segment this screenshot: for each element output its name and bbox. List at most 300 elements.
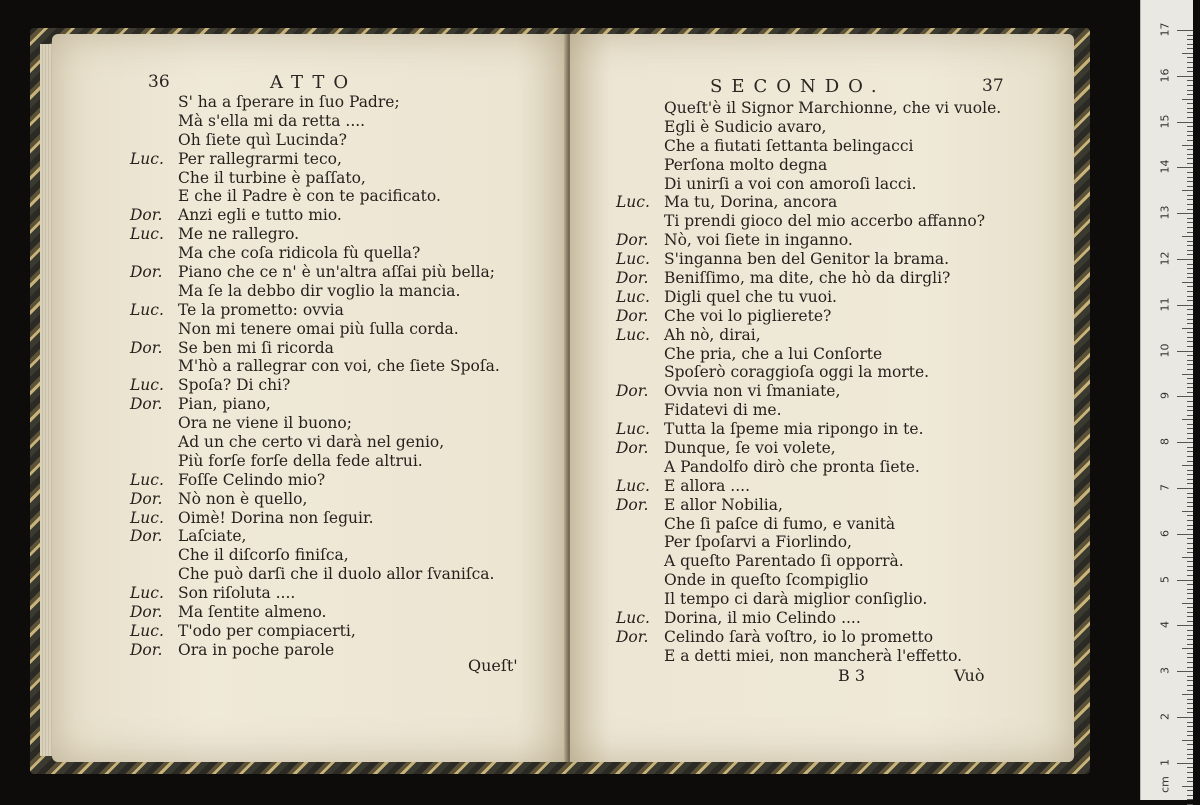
line-text: E che il Padre è con te pacificato.: [178, 187, 441, 206]
ruler-minor-tick: [1187, 428, 1193, 429]
line-text: Se ben mi ſi ricorda: [178, 338, 334, 357]
verse-line: [130, 490, 570, 509]
line-text: Ovvia non vi ſmaniate,: [664, 382, 841, 401]
verse-line: [130, 93, 570, 112]
ruler-minor-tick: [1187, 749, 1193, 750]
ruler-minor-tick: [1187, 607, 1193, 608]
ruler-minor-tick: [1187, 341, 1193, 342]
line-text: Spoſa? Di chi?: [178, 376, 291, 395]
ruler-minor-tick: [1187, 616, 1193, 617]
ruler-minor-tick: [1187, 360, 1193, 361]
ruler-minor-tick: [1187, 319, 1193, 320]
ruler-minor-tick: [1187, 392, 1193, 393]
ruler-minor-tick: [1187, 548, 1193, 549]
ruler-minor-tick: [1187, 131, 1193, 132]
verse-line: [130, 244, 570, 263]
ruler-number: 2: [1158, 713, 1172, 720]
speaker-label: Dor.: [616, 627, 649, 646]
ruler-minor-tick: [1187, 140, 1193, 141]
ruler-minor-tick: [1187, 474, 1193, 475]
ruler-minor-tick: [1187, 62, 1193, 63]
verse-line: [130, 339, 570, 358]
ruler-minor-tick: [1187, 589, 1193, 590]
ruler-minor-tick: [1187, 108, 1193, 109]
speaker-label: Luc.: [130, 470, 164, 489]
ruler-minor-tick: [1187, 451, 1193, 452]
verse-line: [130, 131, 570, 150]
line-text: Che il turbine è paſſato,: [178, 168, 366, 187]
speaker-label: Dor.: [130, 338, 163, 357]
ruler-minor-tick: [1187, 387, 1193, 388]
verse-line: [616, 420, 1066, 439]
ruler-tick: [1177, 442, 1193, 443]
ruler-minor-tick: [1187, 112, 1193, 113]
ruler-tick: [1177, 717, 1193, 718]
ruler-minor-tick: [1187, 699, 1193, 700]
ruler-tick: [1177, 213, 1193, 214]
ruler-minor-tick: [1187, 48, 1193, 49]
ruler-minor-tick: [1182, 99, 1193, 100]
ruler-minor-tick: [1187, 680, 1193, 681]
verse-line: [130, 112, 570, 131]
ruler-number: 6: [1158, 529, 1172, 537]
line-text: Fidatevi di me.: [664, 401, 782, 420]
ruler-minor-tick: [1182, 419, 1193, 420]
ruler-minor-tick: [1187, 378, 1193, 379]
ruler-minor-tick: [1187, 731, 1193, 732]
ruler-minor-tick: [1187, 222, 1193, 223]
speaker-label: Dor.: [130, 640, 163, 659]
verse-line: [130, 357, 570, 376]
ruler-minor-tick: [1187, 323, 1193, 324]
ruler-minor-tick: [1182, 53, 1193, 54]
ruler-tick: [1177, 351, 1193, 352]
text-block: [130, 93, 570, 660]
line-text: E a detti miei, non mancherà l'effetto.: [664, 646, 963, 665]
ruler-minor-tick: [1187, 479, 1193, 480]
line-text: M'hò a rallegrar con voi, che ſiete Spoſa.: [178, 357, 500, 376]
ruler-minor-tick: [1187, 44, 1193, 45]
line-text: Digli quel che tu vuoi.: [664, 287, 837, 306]
ruler-tick: [1177, 76, 1193, 77]
ruler-minor-tick: [1187, 690, 1193, 691]
ruler-minor-tick: [1187, 758, 1193, 759]
ruler-minor-tick: [1182, 694, 1193, 695]
speaker-label: Dor.: [130, 206, 163, 225]
speaker-label: Dor.: [130, 489, 163, 508]
ruler-minor-tick: [1187, 268, 1193, 269]
ruler-minor-tick: [1187, 598, 1193, 599]
ruler-minor-tick: [1187, 314, 1193, 315]
ruler-minor-tick: [1187, 204, 1193, 205]
verse-line: [616, 590, 1066, 609]
ruler-minor-tick: [1187, 538, 1193, 539]
ruler-minor-tick: [1187, 286, 1193, 287]
ruler-minor-tick: [1187, 163, 1193, 164]
ruler-minor-tick: [1187, 195, 1193, 196]
ruler-number: 13: [1158, 205, 1172, 220]
ruler-minor-tick: [1187, 667, 1193, 668]
verse-line: [130, 527, 570, 546]
ruler-minor-tick: [1187, 438, 1193, 439]
ruler-minor-tick: [1187, 250, 1193, 251]
speaker-label: Luc.: [130, 376, 164, 395]
line-text: Dunque, ſe voi volete,: [664, 439, 836, 458]
ruler-tick: [1177, 580, 1193, 581]
ruler-number: 17: [1158, 22, 1172, 37]
ruler-minor-tick: [1187, 767, 1193, 768]
page-number: 37: [982, 76, 1004, 96]
catchword: Queſt': [468, 656, 518, 675]
ruler-minor-tick: [1187, 291, 1193, 292]
line-text: Anzi egli e tutto mio.: [178, 206, 342, 225]
verse-line: [616, 382, 1066, 401]
ruler-minor-tick: [1187, 94, 1193, 95]
ruler-minor-tick: [1187, 744, 1193, 745]
verse-line: [616, 458, 1066, 477]
speaker-label: Dor.: [616, 495, 649, 514]
ruler-minor-tick: [1187, 273, 1193, 274]
ruler-tick: [1177, 625, 1193, 626]
verse-line: [130, 376, 570, 395]
line-text: Ora in poche parole: [178, 640, 335, 659]
verse-line: [616, 288, 1066, 307]
ruler-minor-tick: [1187, 227, 1193, 228]
ruler-tick: [1177, 122, 1193, 123]
line-text: Ah nò, dirai,: [664, 325, 761, 344]
ruler-number: 15: [1158, 114, 1172, 129]
ruler-minor-tick: [1182, 145, 1193, 146]
verse-line: [616, 477, 1066, 496]
line-text: Oimè! Dorina non ſeguir.: [178, 508, 374, 527]
ruler-number: 16: [1158, 68, 1172, 83]
line-text: Ma che coſa ridicola fù quella?: [178, 244, 421, 263]
line-text: Ma ſentite almeno.: [178, 603, 327, 622]
ruler-minor-tick: [1187, 135, 1193, 136]
ruler-minor-tick: [1187, 410, 1193, 411]
line-text: S' ha a ſperare in ſuo Padre;: [178, 93, 400, 111]
ruler-minor-tick: [1187, 754, 1193, 755]
ruler-tick: [1177, 30, 1193, 31]
ruler-minor-tick: [1187, 309, 1193, 310]
speaker-label: Dor.: [130, 527, 163, 546]
line-text: Nò non è quello,: [178, 489, 308, 508]
ruler-minor-tick: [1187, 401, 1193, 402]
text-block: [616, 99, 1066, 666]
ruler-number: 14: [1158, 159, 1172, 174]
measurement-ruler: [1140, 0, 1193, 800]
verse-line: [130, 282, 570, 301]
ruler-minor-tick: [1187, 149, 1193, 150]
ruler-minor-tick: [1187, 570, 1193, 571]
line-text: Che pria, che a lui Conſorte: [664, 344, 883, 363]
ruler-minor-tick: [1182, 236, 1193, 237]
right-page: [570, 34, 1074, 762]
ruler-tick: [1177, 488, 1193, 489]
verse-line: [616, 345, 1066, 364]
line-text: Piano che ce n' è un'altra aſſai più bella;: [178, 263, 496, 282]
line-text: Ma ſe la debbo dir voglio la mancia.: [178, 281, 461, 300]
line-text: E allora ....: [664, 476, 751, 495]
ruler-tick: [1177, 305, 1193, 306]
ruler-minor-tick: [1187, 337, 1193, 338]
verse-line: [616, 609, 1066, 628]
ruler-number: 5: [1158, 575, 1172, 583]
ruler-minor-tick: [1187, 218, 1193, 219]
ruler-minor-tick: [1187, 254, 1193, 255]
ruler-minor-tick: [1187, 676, 1193, 677]
ruler-minor-tick: [1187, 264, 1193, 265]
ruler-minor-tick: [1187, 470, 1193, 471]
ruler-minor-tick: [1187, 181, 1193, 182]
line-text: Il tempo ci darà miglior conſiglio.: [664, 590, 928, 609]
speaker-label: Dor.: [616, 439, 649, 458]
line-text: Che il diſcorſo finiſca,: [178, 546, 349, 565]
speaker-label: Luc.: [616, 420, 650, 439]
line-text: Onde in queſto ſcompiglio: [664, 571, 869, 590]
ruler-minor-tick: [1187, 685, 1193, 686]
ruler-minor-tick: [1187, 85, 1193, 86]
ruler-minor-tick: [1187, 177, 1193, 178]
line-text: A queſto Parentado ſi opporrà.: [664, 552, 904, 571]
ruler-number: 1: [1158, 758, 1172, 766]
ruler-minor-tick: [1182, 374, 1193, 375]
ruler-minor-tick: [1187, 772, 1193, 773]
ruler-minor-tick: [1187, 232, 1193, 233]
ruler-minor-tick: [1187, 506, 1193, 507]
verse-line: [616, 175, 1066, 194]
ruler-minor-tick: [1187, 57, 1193, 58]
ruler-number: 3: [1158, 667, 1172, 675]
speaker-label: Luc.: [616, 325, 650, 344]
ruler-minor-tick: [1187, 199, 1193, 200]
ruler-minor-tick: [1187, 593, 1193, 594]
verse-line: [130, 452, 570, 471]
ruler-minor-tick: [1187, 722, 1193, 723]
verse-line: [130, 395, 570, 414]
ruler-minor-tick: [1187, 90, 1193, 91]
ruler-minor-tick: [1187, 552, 1193, 553]
ruler-number: 11: [1158, 297, 1172, 312]
speaker-label: Dor.: [616, 306, 649, 325]
line-text: Beniſſimo, ma dite, che hò da dirgli?: [664, 269, 951, 288]
verse-line: [130, 433, 570, 452]
ruler-tick: [1177, 396, 1193, 397]
verse-line: [616, 515, 1066, 534]
ruler-minor-tick: [1182, 648, 1193, 649]
speaker-label: Luc.: [130, 621, 164, 640]
ruler-minor-tick: [1187, 172, 1193, 173]
line-text: Me ne rallegro.: [178, 225, 300, 244]
line-text: Che voi lo piglierete?: [664, 306, 832, 325]
verse-line: [616, 326, 1066, 345]
ruler-tick: [1177, 763, 1193, 764]
verse-line: [130, 509, 570, 528]
ruler-minor-tick: [1187, 621, 1193, 622]
speaker-label: Dor.: [616, 382, 649, 401]
verse-line: [616, 269, 1066, 288]
ruler-minor-tick: [1187, 103, 1193, 104]
line-text: Oh ſiete quì Lucinda?: [178, 130, 347, 149]
speaker-label: Luc.: [616, 193, 650, 212]
line-text: Te la prometto: ovvia: [178, 300, 344, 319]
ruler-minor-tick: [1187, 525, 1193, 526]
ruler-minor-tick: [1187, 502, 1193, 503]
ruler-minor-tick: [1187, 653, 1193, 654]
line-text: E allor Nobilia,: [664, 495, 783, 514]
ruler-minor-tick: [1187, 497, 1193, 498]
ruler-minor-tick: [1182, 282, 1193, 283]
line-text: Che a fiutati ſettanta belingacci: [664, 136, 914, 155]
line-text: Pian, piano,: [178, 395, 271, 414]
ruler-minor-tick: [1187, 158, 1193, 159]
verse-line: [130, 584, 570, 603]
ruler-minor-tick: [1187, 346, 1193, 347]
verse-line: [616, 363, 1066, 382]
line-text: Di unirſi a voi con amoroſi lacci.: [664, 174, 917, 193]
ruler-minor-tick: [1187, 424, 1193, 425]
ruler-minor-tick: [1187, 575, 1193, 576]
ruler-minor-tick: [1187, 447, 1193, 448]
ruler-tick: [1177, 259, 1193, 260]
speaker-label: Luc.: [130, 149, 164, 168]
verse-line: [130, 603, 570, 622]
verse-line: [130, 225, 570, 244]
ruler-minor-tick: [1187, 644, 1193, 645]
verse-line: [130, 301, 570, 320]
verse-line: [616, 571, 1066, 590]
ruler-minor-tick: [1187, 777, 1193, 778]
verse-line: [616, 628, 1066, 647]
ruler-minor-tick: [1187, 566, 1193, 567]
ruler-minor-tick: [1187, 662, 1193, 663]
ruler-number: 7: [1158, 484, 1172, 491]
line-text: Ti prendi gioco del mio accerbo affanno?: [664, 212, 986, 231]
left-page: [52, 34, 568, 762]
line-text: Che può darſi che il duolo allor ſvaniſca.: [178, 565, 495, 584]
ruler-minor-tick: [1187, 39, 1193, 40]
verse-line: [616, 193, 1066, 212]
verse-line: [130, 471, 570, 490]
line-text: Son riſoluta ....: [178, 584, 296, 603]
line-text: Foſſe Celindo mio?: [178, 470, 326, 489]
verse-line: [616, 533, 1066, 552]
ruler-minor-tick: [1187, 561, 1193, 562]
ruler-minor-tick: [1187, 71, 1193, 72]
line-text: Perſona molto degna: [664, 155, 828, 174]
verse-line: [616, 496, 1066, 515]
line-text: Mà s'ella mi da retta ....: [178, 111, 366, 130]
ruler-minor-tick: [1187, 277, 1193, 278]
ruler-minor-tick: [1187, 630, 1193, 631]
speaker-label: Dor.: [130, 603, 163, 622]
verse-line: [130, 320, 570, 339]
ruler-minor-tick: [1182, 740, 1193, 741]
speaker-label: Luc.: [130, 300, 164, 319]
ruler-minor-tick: [1187, 543, 1193, 544]
verse-line: [130, 169, 570, 188]
ruler-minor-tick: [1187, 781, 1193, 782]
ruler-minor-tick: [1187, 383, 1193, 384]
ruler-minor-tick: [1187, 483, 1193, 484]
line-text: A Pandolfo dirò che pronta ſiete.: [664, 457, 920, 476]
verse-line: [130, 263, 570, 282]
verse-line: [616, 99, 1066, 118]
ruler-unit: cm: [1158, 776, 1172, 793]
verse-line: [130, 150, 570, 169]
ruler-minor-tick: [1182, 511, 1193, 512]
line-text: Non mi tenere omai più ſulla corda.: [178, 319, 459, 338]
ruler-minor-tick: [1187, 433, 1193, 434]
ruler-minor-tick: [1187, 126, 1193, 127]
line-text: Spoſerò coraggioſa oggi la morte.: [664, 363, 930, 382]
ruler-minor-tick: [1187, 708, 1193, 709]
ruler-minor-tick: [1187, 790, 1193, 791]
running-head: SECONDO.: [710, 76, 886, 97]
ruler-minor-tick: [1187, 355, 1193, 356]
ruler-minor-tick: [1187, 493, 1193, 494]
ruler-minor-tick: [1187, 67, 1193, 68]
verse-line: [130, 414, 570, 433]
ruler-minor-tick: [1187, 245, 1193, 246]
ruler-minor-tick: [1187, 795, 1193, 796]
ruler-number: 12: [1158, 251, 1172, 266]
ruler-minor-tick: [1182, 465, 1193, 466]
line-text: Tutta la ſpeme mia ripongo in te.: [664, 420, 924, 439]
line-text: T'odo per compiacerti,: [178, 621, 356, 640]
speaker-label: Dor.: [130, 395, 163, 414]
speaker-label: Luc.: [616, 250, 650, 269]
ruler-minor-tick: [1187, 657, 1193, 658]
verse-line: [616, 307, 1066, 326]
ruler-tick: [1177, 534, 1193, 535]
line-text: Laſciate,: [178, 527, 247, 546]
verse-line: [130, 622, 570, 641]
ruler-minor-tick: [1182, 190, 1193, 191]
speaker-label: Dor.: [130, 263, 163, 282]
verse-line: [130, 565, 570, 584]
line-text: Queſt'è il Signor Marchionne, che vi vuole.: [664, 99, 1002, 117]
ruler-minor-tick: [1187, 364, 1193, 365]
verse-line: [130, 206, 570, 225]
verse-line: [616, 156, 1066, 175]
verse-line: [616, 212, 1066, 231]
verse-line: [616, 118, 1066, 137]
speaker-label: Luc.: [616, 476, 650, 495]
ruler-tick: [1177, 671, 1193, 672]
ruler-minor-tick: [1187, 712, 1193, 713]
line-text: Ma tu, Dorina, ancora: [664, 193, 838, 212]
ruler-minor-tick: [1187, 35, 1193, 36]
ruler-number: 4: [1158, 621, 1172, 629]
speaker-label: Luc.: [130, 508, 164, 527]
line-text: Nò, voi ſiete in inganno.: [664, 231, 853, 250]
ruler-minor-tick: [1187, 369, 1193, 370]
ruler-minor-tick: [1187, 332, 1193, 333]
line-text: Per rallegrarmi teco,: [178, 149, 342, 168]
verse-line: [130, 546, 570, 565]
ruler-minor-tick: [1187, 186, 1193, 187]
verse-line: [616, 250, 1066, 269]
verse-line: [616, 552, 1066, 571]
ruler-minor-tick: [1187, 584, 1193, 585]
ruler-minor-tick: [1182, 328, 1193, 329]
speaker-label: Luc.: [616, 609, 650, 628]
ruler-minor-tick: [1187, 456, 1193, 457]
ruler-minor-tick: [1187, 241, 1193, 242]
line-text: Più forſe forſe della fede altrui.: [178, 451, 423, 470]
line-text: Celindo ſarà voſtro, io lo prometto: [664, 627, 934, 646]
